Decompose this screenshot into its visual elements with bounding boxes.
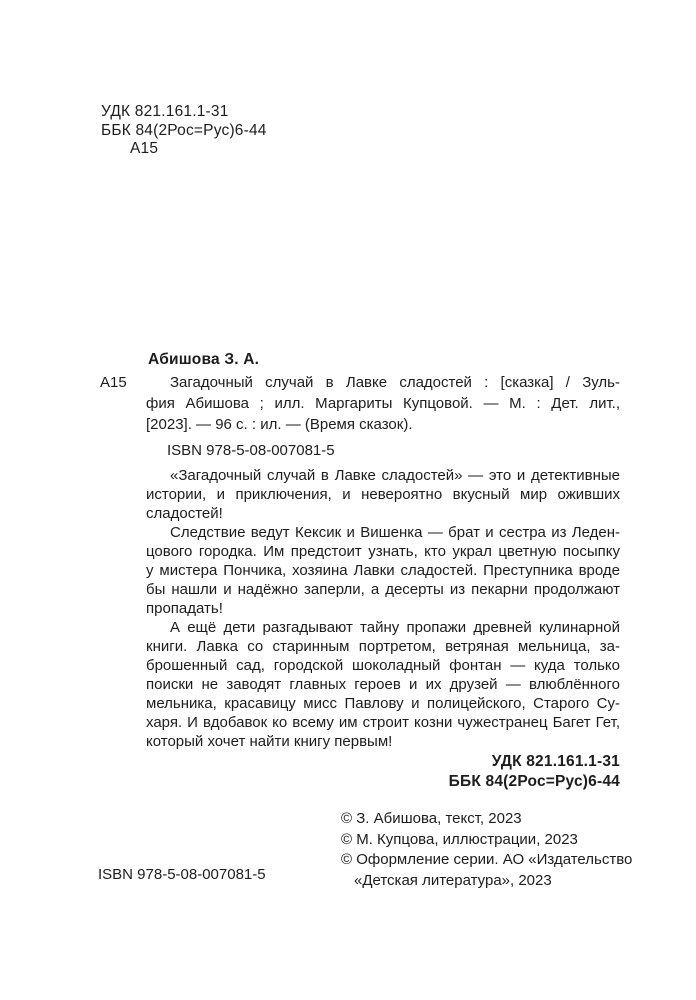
annotation-line: брошенный сад, городской шоколадный фонтан — куда только: [146, 657, 620, 674]
copyright-line: © З. Абишова, текст, 2023: [341, 810, 522, 827]
isbn-bottom: ISBN 978-5-08-007081-5: [98, 866, 266, 883]
udk-code-top: УДК 821.161.1-31: [101, 103, 229, 120]
udk-code-bottom: УДК 821.161.1-31: [491, 753, 620, 770]
annotation-line: поиски не заводят главных героев и их друзей — влюблённого: [146, 676, 620, 693]
bbk-code-bottom: ББК 84(2Рос=Рус)6-44: [448, 772, 620, 790]
copyright-block: [341, 809, 632, 891]
copyright-line: «Детская литература», 2023: [354, 871, 552, 889]
annotation-line: А ещё дети разгадывают тайну пропажи древней кулинарной: [170, 619, 620, 636]
isbn-top: ISBN 978-5-08-007081-5: [167, 442, 335, 459]
annotation-block: [146, 466, 620, 751]
author-sign-margin: А15: [100, 374, 127, 391]
bottom-codes-block: [146, 752, 620, 791]
annotation-line: харя. И вдобавок ко всему им строит козни чужестранец Багет Гет,: [146, 714, 620, 731]
copyright-line: © М. Купцова, иллюстрации, 2023: [341, 830, 578, 848]
annotation-line: «Загадочный случай в Лавке сладостей» — это и детективные: [170, 467, 620, 484]
annotation-line: пропадать!: [146, 600, 223, 617]
annotation-line: Следствие ведут Кексик и Вишенка — брат и сестра из Леден-: [170, 524, 620, 541]
annotation-line: мельника, красавицу мисс Павлову и полицейского, Старого Су-: [146, 695, 620, 712]
biblio-line: [2023]. — 96 с. : ил. — (Время сказок).: [146, 416, 413, 433]
bibliographic-record: [100, 372, 620, 435]
top-codes-block: [101, 103, 267, 159]
bbk-code-top: ББК 84(2Рос=Рус)6-44: [101, 121, 267, 139]
author-sign-top: А15: [130, 140, 159, 157]
biblio-line: Загадочный случай в Лавке сладостей : [сказка] / Зуль-: [170, 374, 620, 391]
annotation-line: цового городка. Им предстоит узнать, кто украл цветную посыпку: [146, 543, 620, 560]
annotation-line: сладостей!: [146, 505, 223, 522]
copyright-line: © Оформление серии. АО «Издательство: [341, 851, 633, 868]
annotation-line: книги. Лавка со старинным портретом, ветряная мельница, за-: [146, 638, 620, 655]
annotation-line: который хочет найти книгу первым!: [146, 733, 393, 750]
annotation-line: бы нашли и надёжно заперли, а десерты из пекарни продолжают: [146, 581, 620, 598]
annotation-line: у мистера Пончика, хозяина Лавки сладостей. Преступника вроде: [146, 562, 620, 579]
author-heading: Абишова З. А.: [148, 351, 260, 368]
biblio-line: фия Абишова ; илл. Маргариты Купцовой. — М. : Дет. лит.,: [146, 395, 620, 412]
annotation-line: истории, и приключения, и невероятно вкусный мир оживших: [146, 486, 620, 503]
